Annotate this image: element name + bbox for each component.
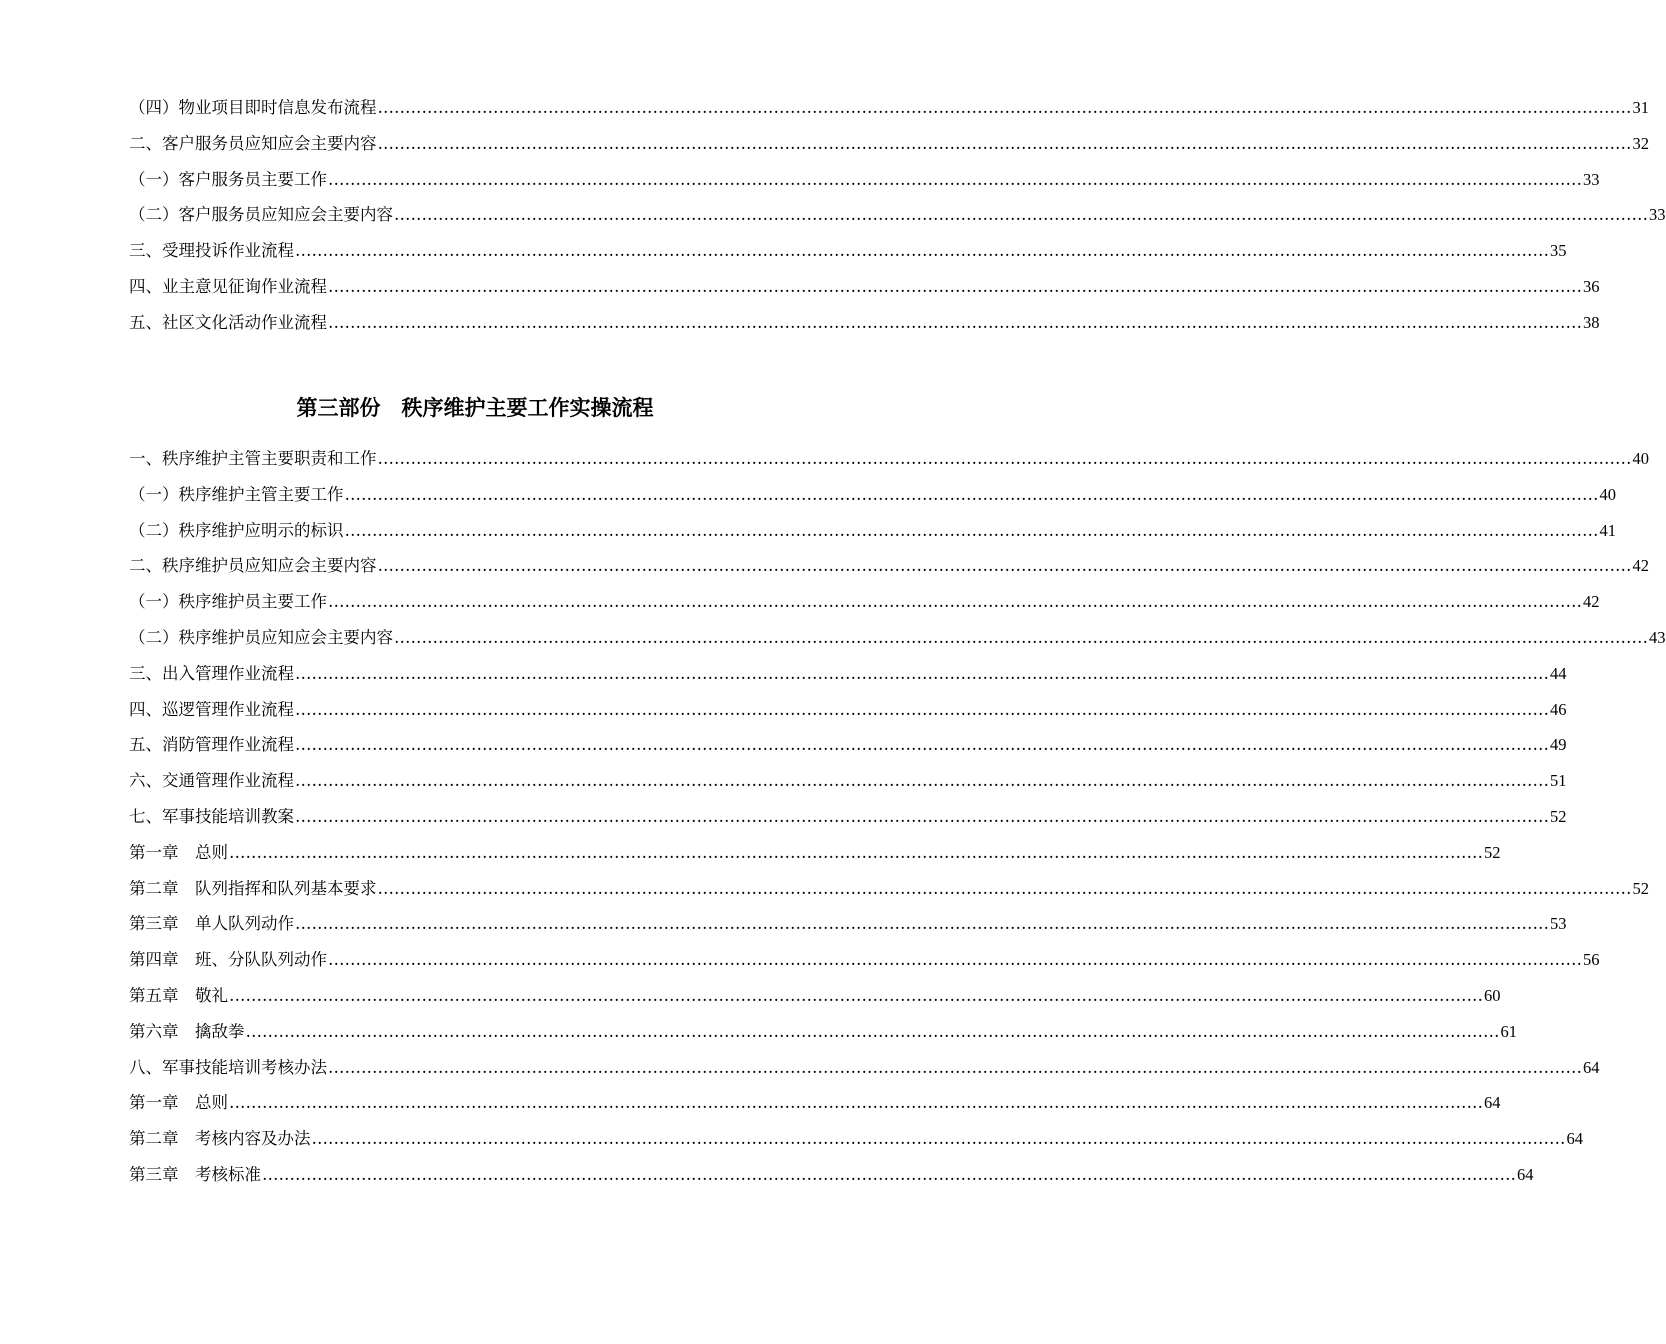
toc-leader-dots: …………………………………………………………………………………………………………………………………………………………………………………………………………	[394, 627, 1648, 647]
toc-entry[interactable]	[129, 620, 1666, 656]
toc-entry-page: 42	[1583, 592, 1600, 612]
toc-entry-page: 43	[1649, 627, 1666, 647]
toc-entry[interactable]	[129, 90, 1649, 126]
toc-part3	[129, 441, 1666, 1193]
toc-entry-page: 60	[1484, 985, 1501, 1005]
toc-entry[interactable]	[129, 1157, 1534, 1193]
toc-entry-page: 56	[1583, 950, 1600, 970]
toc-entry[interactable]	[129, 1085, 1501, 1121]
toc-entry-label: 第一章 总则	[129, 1093, 228, 1113]
toc-leader-dots: …………………………………………………………………………………………………………………………………………………………………………………………………………	[394, 205, 1648, 225]
toc-leader-dots: …………………………………………………………………………………………………………………………………………………………………………………………………………	[328, 312, 1582, 332]
toc-entry[interactable]	[129, 978, 1501, 1014]
toc-entry-label: （二）客户服务员应知应会主要内容	[129, 205, 393, 225]
toc-leader-dots: …………………………………………………………………………………………………………………………………………………………………………………………………………	[328, 1057, 1582, 1077]
toc-entry-page: 41	[1599, 520, 1616, 540]
toc-entry-label: 第六章 擒敌拳	[129, 1021, 245, 1041]
toc-entry-page: 40	[1632, 449, 1649, 468]
toc-entry-label: 二、秩序维护员应知应会主要内容	[129, 556, 377, 576]
toc-entry-label: 第四章 班、分队队列动作	[129, 950, 327, 970]
toc-entry-label: （四）物业项目即时信息发布流程	[129, 98, 377, 117]
toc-entry-page: 44	[1550, 663, 1567, 683]
toc-leader-dots: …………………………………………………………………………………………………………………………………………………………………………………………………………	[295, 663, 1549, 683]
toc-entry-label: 第三章 考核标准	[129, 1164, 261, 1184]
toc-entry-label: 第五章 敬礼	[129, 985, 228, 1005]
toc-entry-page: 52	[1484, 842, 1501, 862]
toc-entry-label: 八、军事技能培训考核办法	[129, 1057, 327, 1077]
toc-leader-dots: …………………………………………………………………………………………………………………………………………………………………………………………………………	[262, 1164, 1516, 1184]
toc-entry-page: 64	[1583, 1057, 1600, 1077]
toc-leader-dots: …………………………………………………………………………………………………………………………………………………………………………………………………………	[229, 985, 1483, 1005]
toc-leader-dots: …………………………………………………………………………………………………………………………………………………………………………………………………………	[229, 1093, 1483, 1113]
toc-entry[interactable]	[129, 727, 1567, 763]
toc-entry-page: 46	[1550, 699, 1567, 719]
toc-entry-page: 64	[1566, 1129, 1583, 1149]
toc-entry-label: 三、受理投诉作业流程	[129, 241, 294, 261]
toc-entry-label: 四、业主意见征询作业流程	[129, 276, 327, 296]
toc-leader-dots: …………………………………………………………………………………………………………………………………………………………………………………………………………	[295, 806, 1549, 826]
toc-entry-page: 49	[1550, 735, 1567, 755]
toc-entry[interactable]	[129, 835, 1501, 871]
toc-leader-dots: …………………………………………………………………………………………………………………………………………………………………………………………………………	[245, 1021, 1500, 1041]
toc-entry-page: 33	[1583, 169, 1600, 189]
toc-entry[interactable]	[129, 548, 1649, 584]
toc-entry-page: 51	[1550, 771, 1567, 791]
toc-entry[interactable]	[129, 477, 1616, 513]
toc-leader-dots: …………………………………………………………………………………………………………………………………………………………………………………………………………	[328, 276, 1582, 296]
toc-entry[interactable]	[129, 1050, 1600, 1086]
toc-leader-dots: …………………………………………………………………………………………………………………………………………………………………………………………………………	[377, 449, 1632, 468]
toc-entry-page: 64	[1484, 1093, 1501, 1113]
toc-entry[interactable]	[129, 906, 1567, 942]
toc-leader-dots: …………………………………………………………………………………………………………………………………………………………………………………………………………	[295, 241, 1549, 261]
toc-leader-dots: …………………………………………………………………………………………………………………………………………………………………………………………………………	[328, 950, 1582, 970]
toc-leader-dots: …………………………………………………………………………………………………………………………………………………………………………………………………………	[377, 98, 1632, 117]
toc-entry[interactable]	[129, 942, 1600, 978]
toc-entry-page: 61	[1500, 1021, 1517, 1041]
toc-entry[interactable]	[129, 692, 1567, 728]
toc-entry-label: （二）秩序维护员应知应会主要内容	[129, 627, 393, 647]
toc-entry-label: 第一章 总则	[129, 842, 228, 862]
toc-leader-dots: …………………………………………………………………………………………………………………………………………………………………………………………………………	[377, 556, 1632, 576]
toc-entry[interactable]	[129, 871, 1649, 907]
toc-entry-label: 四、巡逻管理作业流程	[129, 699, 294, 719]
toc-entry-label: 一、秩序维护主管主要职责和工作	[129, 449, 377, 468]
toc-entry-page: 32	[1632, 133, 1649, 153]
toc-leader-dots: …………………………………………………………………………………………………………………………………………………………………………………………………………	[344, 484, 1599, 504]
toc-entry[interactable]	[129, 197, 1666, 233]
toc-entry[interactable]	[129, 269, 1600, 305]
toc-entry[interactable]	[129, 513, 1616, 549]
toc-entry-label: （一）秩序维护员主要工作	[129, 592, 327, 612]
toc-leader-dots: …………………………………………………………………………………………………………………………………………………………………………………………………………	[377, 878, 1632, 898]
toc-entry-label: 第二章 队列指挥和队列基本要求	[129, 878, 377, 898]
toc-entry-label: 五、社区文化活动作业流程	[129, 312, 327, 332]
toc-entry-page: 33	[1649, 205, 1666, 225]
toc-entry-label: 二、客户服务员应知应会主要内容	[129, 133, 377, 153]
toc-entry[interactable]	[129, 1121, 1583, 1157]
toc-entry-label: （二）秩序维护应明示的标识	[129, 520, 344, 540]
toc-entry-page: 35	[1550, 241, 1567, 261]
toc-entry[interactable]	[129, 656, 1567, 692]
toc-entry[interactable]	[129, 233, 1567, 269]
toc-entry-page: 36	[1583, 276, 1600, 296]
toc-leader-dots: …………………………………………………………………………………………………………………………………………………………………………………………………………	[377, 133, 1632, 153]
toc-entry-label: 五、消防管理作业流程	[129, 735, 294, 755]
toc-entry-page: 53	[1550, 914, 1567, 934]
toc-entry-page: 52	[1550, 806, 1567, 826]
toc-leader-dots: …………………………………………………………………………………………………………………………………………………………………………………………………………	[328, 592, 1582, 612]
toc-leader-dots: …………………………………………………………………………………………………………………………………………………………………………………………………………	[295, 735, 1549, 755]
toc-entry[interactable]	[129, 126, 1649, 162]
toc-entry[interactable]	[129, 584, 1600, 620]
toc-entry[interactable]	[129, 763, 1567, 799]
toc-entry[interactable]	[129, 441, 1649, 477]
toc-entry[interactable]	[129, 305, 1600, 341]
toc-entry-label: 三、出入管理作业流程	[129, 663, 294, 683]
toc-leader-dots: …………………………………………………………………………………………………………………………………………………………………………………………………………	[311, 1129, 1566, 1149]
toc-part2-continuation	[129, 90, 1666, 341]
toc-leader-dots: …………………………………………………………………………………………………………………………………………………………………………………………………………	[295, 699, 1549, 719]
toc-entry-label: 第二章 考核内容及办法	[129, 1129, 311, 1149]
toc-entry-page: 64	[1517, 1164, 1534, 1184]
toc-entry-page: 40	[1599, 484, 1616, 504]
toc-entry-page: 52	[1632, 878, 1649, 898]
toc-leader-dots: …………………………………………………………………………………………………………………………………………………………………………………………………………	[295, 914, 1549, 934]
toc-leader-dots: …………………………………………………………………………………………………………………………………………………………………………………………………………	[344, 520, 1599, 540]
toc-entry-page: 31	[1632, 98, 1649, 117]
toc-entry-label: 六、交通管理作业流程	[129, 771, 294, 791]
toc-entry-page: 42	[1632, 556, 1649, 576]
toc-entry-label: （一）秩序维护主管主要工作	[129, 484, 344, 504]
toc-entry-label: 七、军事技能培训教案	[129, 806, 294, 826]
toc-entry-label: 第三章 单人队列动作	[129, 914, 294, 934]
toc-leader-dots: …………………………………………………………………………………………………………………………………………………………………………………………………………	[295, 771, 1549, 791]
toc-leader-dots: …………………………………………………………………………………………………………………………………………………………………………………………………………	[328, 169, 1582, 189]
part-title: 第三部份 秩序维护主要工作实操流程	[296, 396, 654, 420]
toc-entry[interactable]	[129, 1014, 1517, 1050]
toc-entry[interactable]	[129, 799, 1567, 835]
toc-leader-dots: …………………………………………………………………………………………………………………………………………………………………………………………………………	[229, 842, 1483, 862]
toc-entry-label: （一）客户服务员主要工作	[129, 169, 327, 189]
toc-entry-page: 38	[1583, 312, 1600, 332]
toc-entry[interactable]	[129, 162, 1600, 198]
